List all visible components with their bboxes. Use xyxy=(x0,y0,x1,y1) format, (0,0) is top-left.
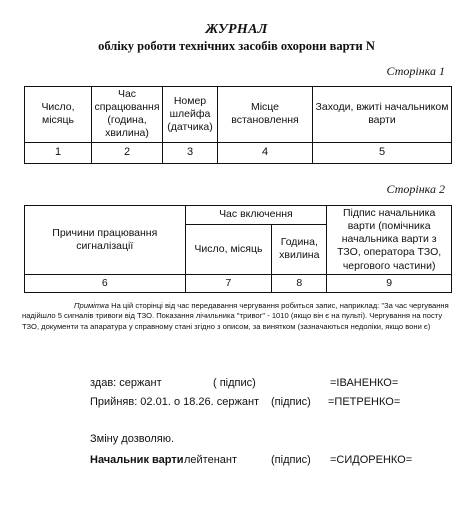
table-header-row xyxy=(25,87,452,143)
table-number-row xyxy=(25,274,452,292)
page-2-label: Сторінка 2 xyxy=(386,182,445,196)
column-number: 3 xyxy=(163,142,218,163)
table-number-row xyxy=(25,142,452,163)
page-1-label: Сторінка 1 xyxy=(386,64,445,78)
chief-label: Начальник варти xyxy=(90,454,184,466)
column-header-loop-number: Номер шлейфа (датчика) xyxy=(163,87,218,143)
handed-over-signature: ( підпис) xyxy=(213,377,256,389)
accepted-label: Прийняв: 02.01. о 18.26. сержант xyxy=(90,396,260,408)
handed-over-name: =ІВАНЕНКО= xyxy=(330,377,399,389)
column-header-time-group: Час включення xyxy=(185,206,327,225)
column-header-date: Число, місяць xyxy=(185,224,272,274)
column-number: 8 xyxy=(272,274,327,292)
column-header-causes: Причини працювання сигналізації xyxy=(25,206,186,275)
column-header-measures: Заходи, вжиті начальником варти xyxy=(313,87,452,143)
column-header-date: Число, місяць xyxy=(25,87,92,143)
handed-over-label: здав: сержант xyxy=(90,377,162,389)
chief-signature: (підпис) xyxy=(271,454,311,466)
table-header-row xyxy=(25,206,452,225)
journal-title: ЖУРНАЛ xyxy=(205,22,268,37)
column-header-hours: Година, хвилина xyxy=(272,224,327,274)
chief-name: =СИДОРЕНКО= xyxy=(330,454,413,466)
journal-subtitle: обліку роботи технічних засобів охорони варти N xyxy=(98,39,375,53)
approval-text: Зміну дозволяю. xyxy=(90,433,175,445)
column-header-trigger-time: Час спрацювання (година, хвилина) xyxy=(92,87,163,143)
column-number: 1 xyxy=(25,142,92,163)
column-header-location: Місце встановлення xyxy=(218,87,313,143)
column-number: 7 xyxy=(185,274,272,292)
column-number: 5 xyxy=(313,142,452,163)
accepted-name: =ПЕТРЕНКО= xyxy=(328,396,401,408)
accepted-signature: (підпис) xyxy=(271,396,311,408)
page-1-table xyxy=(24,86,452,164)
column-number: 4 xyxy=(218,142,313,163)
note-label: Примітка xyxy=(74,301,109,310)
column-number: 6 xyxy=(25,274,186,292)
column-number: 9 xyxy=(327,274,452,292)
note-text: На цій сторінці від час передавання чергування робиться запис, наприклад: "За час чергування надійшло 5 сигналів тривоги від ТЗО. Показання лічильника "тривог" - 1010 (якщо він є на пульті). Чергування на посту ТЗО, документи та апаратура у справному стані згідно з описом, за винятком (зазначаються недоліки, якщо вони є) xyxy=(22,301,449,331)
chief-rank: лейтенант xyxy=(184,454,238,466)
note-paragraph xyxy=(22,301,454,332)
column-number: 2 xyxy=(92,142,163,163)
page-2-table xyxy=(24,205,452,293)
column-header-signature: Підпис начальника варти (помічника начальника варти з ТЗО, оператора ТЗО, чергового частини) xyxy=(327,206,452,275)
